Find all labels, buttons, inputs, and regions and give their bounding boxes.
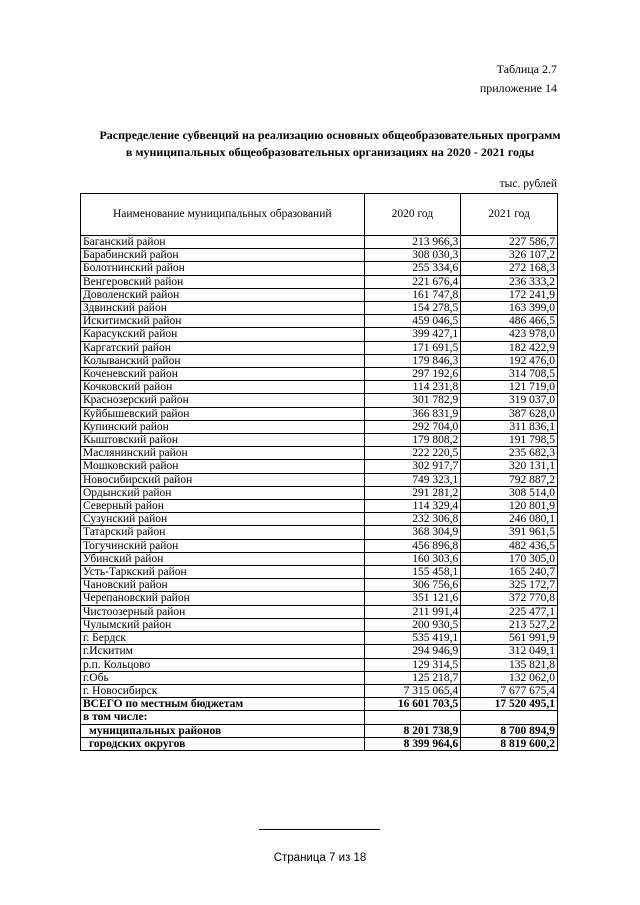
table-row [81,236,558,249]
cell-2021: 312 049,1 [461,645,558,658]
subtotal-row [81,724,558,737]
cell-name: Кыштовский район [81,434,365,447]
cell-name: Барабинский район [81,249,365,262]
cell-2020: 114 231,8 [364,381,461,394]
cell-name: Венгеровский район [81,275,365,288]
cell-name: г.Обь [81,671,365,684]
table-number: Таблица 2.7 [496,62,557,76]
appendix-label: приложение 14 [479,81,557,95]
table-row [81,394,558,407]
header-municipality: Наименование муниципальных образований [81,194,365,236]
cell-name: Баганский район [81,236,365,249]
cell-2021: 320 131,1 [461,460,558,473]
table-row [81,486,558,499]
cell-name: г.Искитим [81,645,365,658]
table-row [81,592,558,605]
cell-2020: 749 323,1 [364,473,461,486]
cell-2020: 308 030,3 [364,249,461,262]
cell-name: Маслянинский район [81,447,365,460]
cell-name: Северный район [81,500,365,513]
cell-2020: 301 782,9 [364,394,461,407]
table-row [81,328,558,341]
table-row [81,275,558,288]
cell-2021: 227 586,7 [461,236,558,249]
cell-2021: 236 333,2 [461,275,558,288]
cell-2021: 8 819 600,2 [461,737,558,750]
cell-name: Краснозерский район [81,394,365,407]
cell-2020: 302 917,7 [364,460,461,473]
cell-2021: 7 677 675,4 [461,684,558,697]
cell-name: Здвинский район [81,302,365,315]
cell-name: Кочковский район [81,381,365,394]
cell-name: Куйбышевский район [81,407,365,420]
cell-name: Карасукский район [81,328,365,341]
table-row [81,500,558,513]
cell-2020 [364,711,461,724]
cell-name: Чистоозерный район [81,605,365,618]
cell-2020: 8 399 964,6 [364,737,461,750]
cell-2021: 120 801,9 [461,500,558,513]
cell-2021: 235 682,3 [461,447,558,460]
cell-2020: 114 329,4 [364,500,461,513]
table-row [81,684,558,697]
table-row [81,473,558,486]
subsidy-table [80,193,558,751]
subtotal-row [81,737,558,750]
table-row [81,460,558,473]
cell-name: Усть-Таркский район [81,566,365,579]
cell-2020: 294 946,9 [364,645,461,658]
units-label: тыс. рублей [499,178,557,190]
table-row [81,605,558,618]
cell-2021: 246 080,1 [461,513,558,526]
cell-2020: 456 896,8 [364,539,461,552]
cell-2020: 179 846,3 [364,354,461,367]
including-row [81,711,558,724]
table-row [81,658,558,671]
table-row [81,671,558,684]
cell-2020: 368 304,9 [364,526,461,539]
table-body [81,236,558,751]
cell-2020: 160 303,6 [364,552,461,565]
table-header-row [81,194,558,236]
cell-2021: 272 168,3 [461,262,558,275]
footer-divider [259,829,380,830]
cell-2021: 325 172,7 [461,579,558,592]
cell-2020: 459 046,5 [364,315,461,328]
table-row [81,341,558,354]
cell-2021: 192 476,0 [461,354,558,367]
cell-2020: 7 315 065,4 [364,684,461,697]
header-2020: 2020 год [364,194,461,236]
cell-2021: 225 477,1 [461,605,558,618]
cell-2020: 179 808,2 [364,434,461,447]
table-row [81,249,558,262]
cell-2021: 170 305,0 [461,552,558,565]
header-2021: 2021 год [461,194,558,236]
cell-2020: 535 419,1 [364,632,461,645]
cell-2021: 163 399,0 [461,302,558,315]
cell-name: Каргатский район [81,341,365,354]
cell-2020: 399 427,1 [364,328,461,341]
cell-name: ВСЕГО по местным бюджетам [81,698,365,711]
cell-2021: 372 770,8 [461,592,558,605]
cell-name: в том числе: [81,711,365,724]
table-row [81,302,558,315]
table-row [81,381,558,394]
table-row [81,618,558,631]
cell-2021: 792 887,2 [461,473,558,486]
table-row [81,407,558,420]
cell-2020: 171 691,5 [364,341,461,354]
cell-name: р.п. Кольцово [81,658,365,671]
cell-2020: 291 281,2 [364,486,461,499]
cell-2020: 155 458,1 [364,566,461,579]
table-row [81,368,558,381]
cell-2021: 8 700 894,9 [461,724,558,737]
cell-2020: 16 601 703,5 [364,698,461,711]
cell-name: Искитимский район [81,315,365,328]
cell-name: г. Бердск [81,632,365,645]
cell-2020: 222 220,5 [364,447,461,460]
cell-2020: 221 676,4 [364,275,461,288]
cell-2020: 129 314,5 [364,658,461,671]
cell-2021: 132 062,0 [461,671,558,684]
cell-2020: 161 747,8 [364,288,461,301]
cell-2021: 387 628,0 [461,407,558,420]
cell-name: Черепановский район [81,592,365,605]
cell-name: Татарский район [81,526,365,539]
cell-name: Чулымский район [81,618,365,631]
cell-name: Убинский район [81,552,365,565]
total-row [81,698,558,711]
title-line-1: Распределение субвенций на реализацию основных общеобразовательных программ [99,128,561,142]
cell-name: Болотнинский район [81,262,365,275]
table-row [81,645,558,658]
cell-2020: 125 218,7 [364,671,461,684]
table-row [81,447,558,460]
table-row [81,579,558,592]
cell-2021: 486 466,5 [461,315,558,328]
cell-2021: 191 798,5 [461,434,558,447]
cell-2021: 482 436,5 [461,539,558,552]
cell-name: Купинский район [81,420,365,433]
cell-2021: 135 821,8 [461,658,558,671]
cell-name: г. Новосибирск [81,684,365,697]
cell-2020: 232 306,8 [364,513,461,526]
cell-name: городских округов [81,737,365,750]
cell-2021: 314 708,5 [461,368,558,381]
cell-2021: 423 978,0 [461,328,558,341]
cell-2021: 319 037,0 [461,394,558,407]
document-title [60,127,600,161]
cell-name: Колыванский район [81,354,365,367]
cell-name: Чановский район [81,579,365,592]
cell-2020: 200 930,5 [364,618,461,631]
cell-name: Тогучинский район [81,539,365,552]
title-line-2: в муниципальных общеобразовательных организациях на 2020 - 2021 годы [125,145,535,159]
cell-name: Коченевский район [81,368,365,381]
cell-2020: 255 334,6 [364,262,461,275]
cell-name: Новосибирский район [81,473,365,486]
cell-2021: 391 961,5 [461,526,558,539]
table-row [81,526,558,539]
table-row [81,566,558,579]
cell-2021: 165 240,7 [461,566,558,579]
cell-2020: 297 192,6 [364,368,461,381]
table-row [81,288,558,301]
table-row [81,315,558,328]
cell-2021: 326 107,2 [461,249,558,262]
cell-2020: 211 991,4 [364,605,461,618]
cell-2021: 172 241,9 [461,288,558,301]
cell-name: Ордынский район [81,486,365,499]
cell-2021 [461,711,558,724]
cell-2021: 17 520 495,1 [461,698,558,711]
cell-2021: 121 719,0 [461,381,558,394]
cell-name: Доволенский район [81,288,365,301]
cell-2021: 561 991,9 [461,632,558,645]
cell-name: Мошковский район [81,460,365,473]
cell-2020: 8 201 738,9 [364,724,461,737]
cell-2021: 308 514,0 [461,486,558,499]
cell-2020: 292 704,0 [364,420,461,433]
table-row [81,262,558,275]
cell-2020: 154 278,5 [364,302,461,315]
table-row [81,513,558,526]
cell-2020: 351 121,6 [364,592,461,605]
table-row [81,632,558,645]
page-number: Страница 7 из 18 [273,852,367,864]
cell-2020: 213 966,3 [364,236,461,249]
table-row [81,434,558,447]
cell-name: муниципальных районов [81,724,365,737]
cell-2020: 306 756,6 [364,579,461,592]
table-row [81,420,558,433]
table-row [81,539,558,552]
cell-2020: 366 831,9 [364,407,461,420]
table-row [81,354,558,367]
cell-2021: 311 836,1 [461,420,558,433]
table-row [81,552,558,565]
cell-2021: 213 527,2 [461,618,558,631]
cell-name: Сузунский район [81,513,365,526]
cell-2021: 182 422,9 [461,341,558,354]
